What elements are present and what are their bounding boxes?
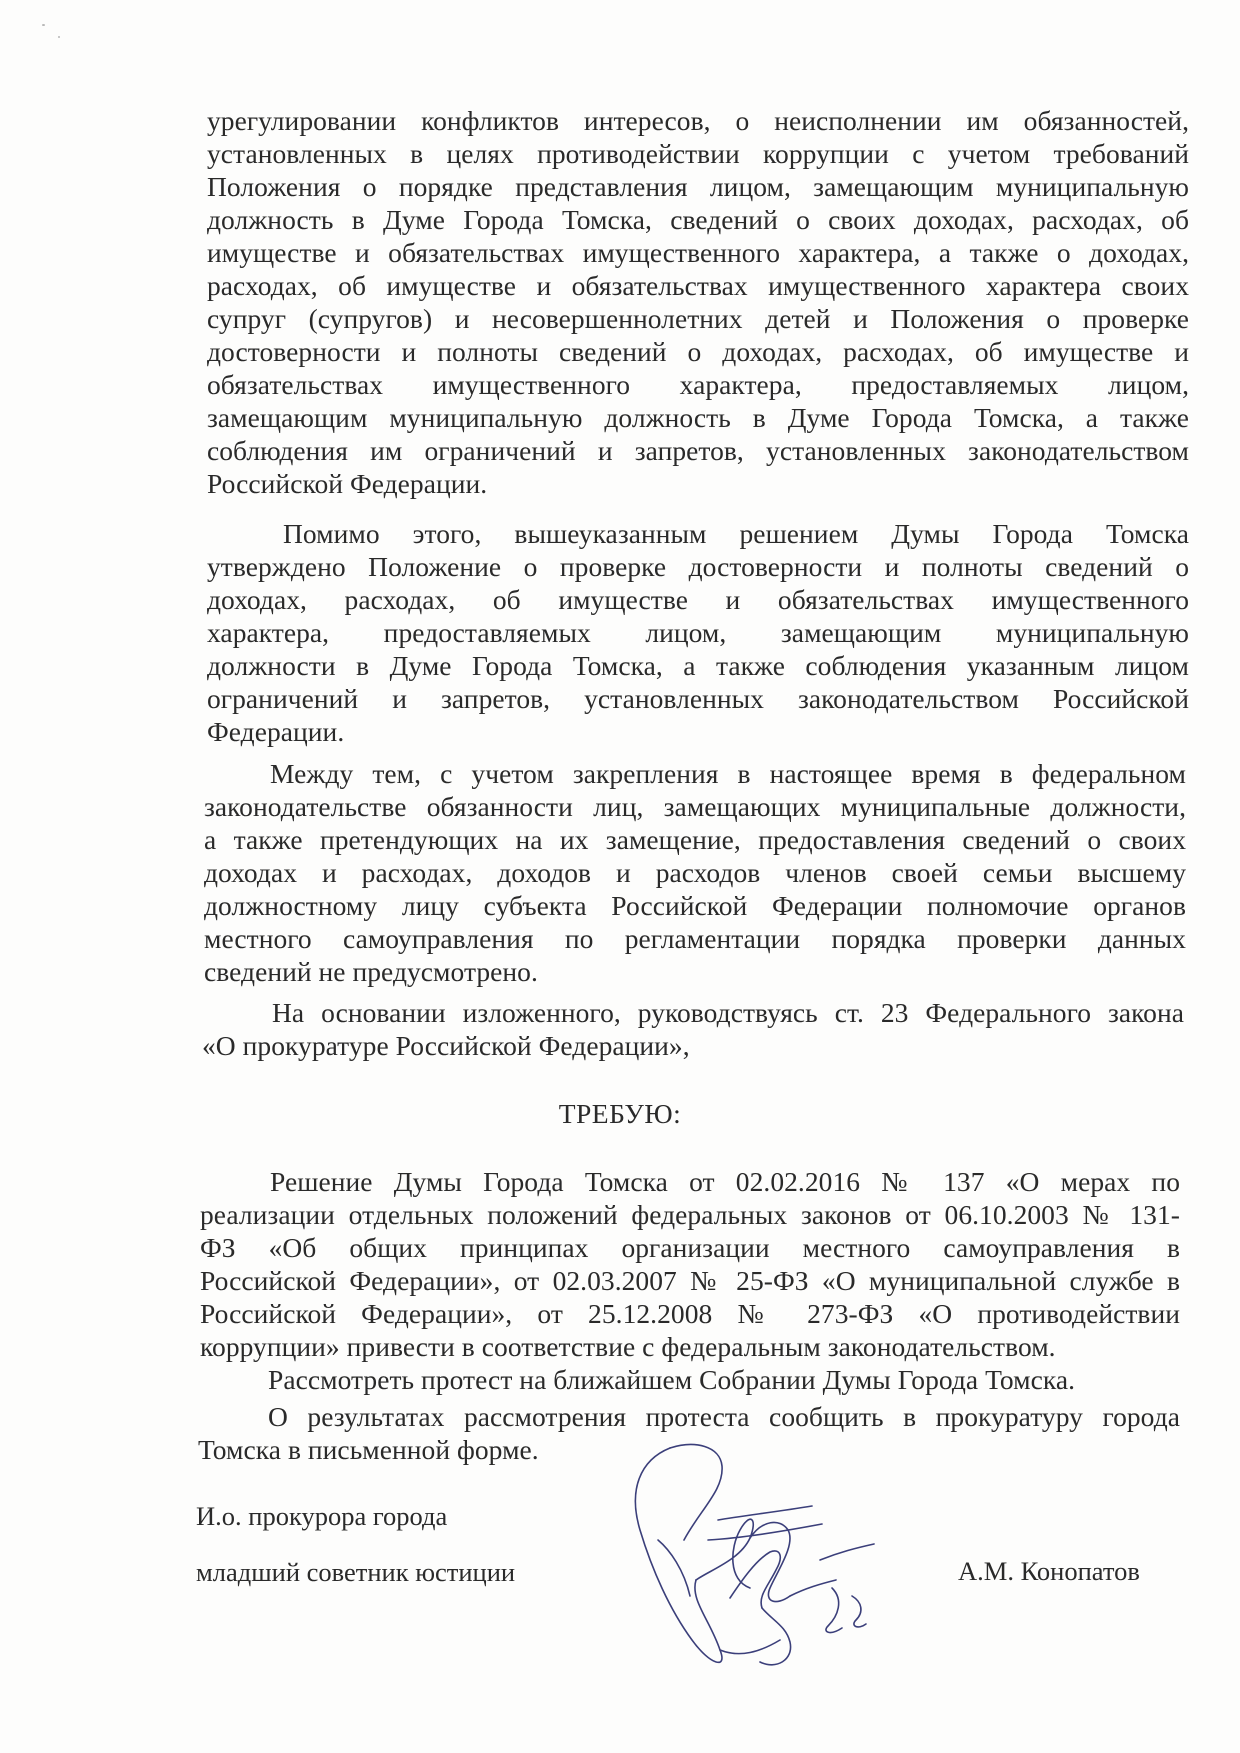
paragraph-1-line-10: замещающим муниципальную должность в Думе Города Томска, а также (207, 402, 1189, 433)
paragraph-1-line-11: соблюдения им ограничений и запретов, установленных законодательством (207, 435, 1189, 466)
paragraph-1-line-3: Положения о порядке представления лицом, замещающим муниципальную (207, 171, 1189, 202)
paragraph-2-line-1: Помимо этого, вышеуказанным решением Думы Города Томска (283, 518, 1189, 549)
paragraph-1-line-9: обязательствах имущественного характера, предоставляемых лицом, (207, 369, 1189, 400)
paragraph-1-line-6: расходах, об имуществе и обязательствах имущественного характера своих (207, 270, 1189, 301)
paragraph-4-line-2: «О прокуратуре Российской Федерации», (202, 1030, 690, 1061)
paragraph-5-line-5: Российской Федерации», от 25.12.2008 № 273-ФЗ «О противодействии (200, 1298, 1180, 1329)
paragraph-5-line-3: ФЗ «Об общих принципах организации местного самоуправления в (200, 1232, 1180, 1263)
paragraph-2-line-3: доходах, расходах, об имуществе и обязательствах имущественного (207, 584, 1189, 615)
paragraph-2-line-4: характера, предоставляемых лицом, замещающим муниципальную (207, 617, 1189, 648)
paragraph-3-line-2: законодательстве обязанности лиц, замещающих муниципальные должности, (204, 791, 1186, 822)
paragraph-2-line-2: утверждено Положение о проверке достоверности и полноты сведений о (207, 551, 1189, 582)
paragraph-1-line-2: установленных в целях противодействии коррупции с учетом требований (207, 138, 1189, 169)
paragraph-3-line-3: а также претендующих на их замещение, предоставления сведений о своих (204, 824, 1186, 855)
paragraph-6: Рассмотреть протест на ближайшем Собрании Думы Города Томска. (268, 1364, 1076, 1395)
paragraph-3-line-6: местного самоуправления по регламентации порядка проверки данных (204, 923, 1186, 954)
paragraph-3-line-5: должностному лицу субъекта Российской Федерации полномочие органов (204, 890, 1186, 921)
signer-position-line-1: И.о. прокурора города (196, 1501, 448, 1531)
signer-position-line-2: младший советник юстиции (196, 1557, 516, 1587)
handwritten-signature (600, 1420, 930, 1700)
paragraph-1-line-8: достоверности и полноты сведений о доходах, расходах, об имуществе и (207, 336, 1189, 367)
paragraph-1-line-1: урегулировании конфликтов интересов, о неисполнении им обязанностей, (207, 105, 1189, 136)
paragraph-2-line-6: ограничений и запретов, установленных законодательством Российской (207, 683, 1189, 714)
paragraph-2-line-5: должности в Думе Города Томска, а также соблюдения указанным лицом (207, 650, 1189, 681)
paragraph-3-line-4: доходах и расходах, доходов и расходов членов своей семьи высшему (204, 857, 1186, 888)
paragraph-5-line-1: Решение Думы Города Томска от 02.02.2016 № 137 «О мерах по (270, 1166, 1180, 1197)
paragraph-1-line-12: Российской Федерации. (207, 468, 488, 499)
scan-speck (42, 24, 45, 26)
paragraph-7-line-1: О результатах рассмотрения протеста сообщить в прокуратуру города (268, 1401, 1180, 1432)
paragraph-3-line-7: сведений не предусмотрено. (204, 956, 538, 987)
signer-name: А.М. Конопатов (958, 1556, 1140, 1586)
paragraph-5-line-6: коррупции» привести в соответствие с федеральным законодательством. (200, 1331, 1056, 1362)
paragraph-4-line-1: На основании изложенного, руководствуясь ст. 23 Федерального закона (272, 997, 1184, 1028)
paragraph-5-line-4: Российской Федерации», от 02.03.2007 № 25-ФЗ «О муниципальной службе в (200, 1265, 1180, 1296)
paragraph-1-line-7: супруг (супругов) и несовершеннолетних детей и Положения о проверке (207, 303, 1189, 334)
paragraph-1-line-4: должность в Думе Города Томска, сведений о своих доходах, расходах, об (207, 204, 1189, 235)
demand-heading: ТРЕБУЮ: (558, 1098, 682, 1129)
paragraph-1-line-5: имуществе и обязательствах имущественного характера, а также о доходах, (207, 237, 1189, 268)
paragraph-2-line-7: Федерации. (207, 716, 345, 747)
paragraph-3-line-1: Между тем, с учетом закрепления в настоящее время в федеральном (270, 758, 1186, 789)
scan-speck (58, 36, 60, 38)
paragraph-5-line-2: реализации отдельных положений федеральных законов от 06.10.2003 № 131- (200, 1199, 1180, 1230)
paragraph-7-line-2: Томска в письменной форме. (198, 1434, 539, 1465)
